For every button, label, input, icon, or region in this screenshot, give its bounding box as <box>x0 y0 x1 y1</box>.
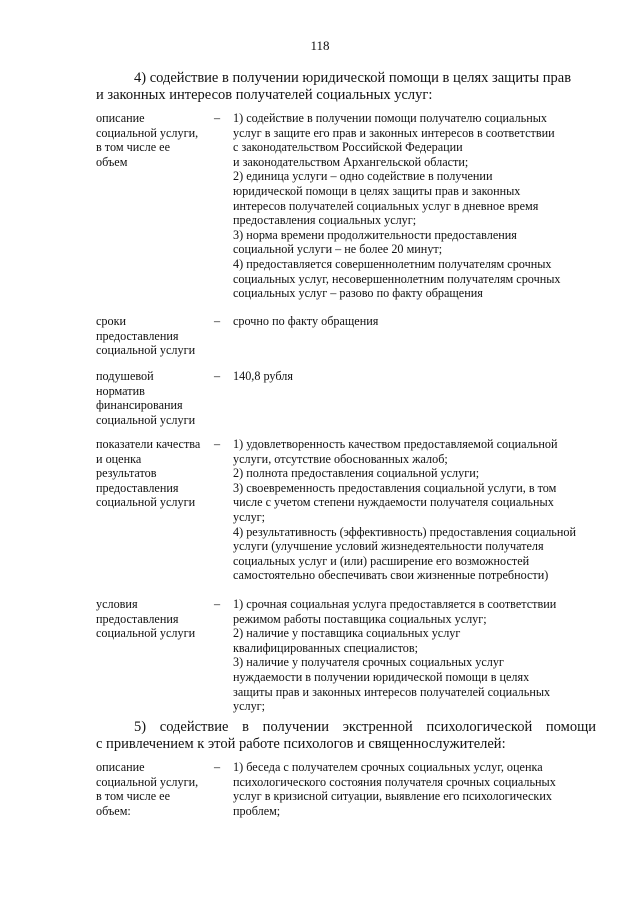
label-line: социальной услуги <box>96 343 196 358</box>
label-line: в том числе ее <box>96 789 171 804</box>
row-value <box>233 760 595 818</box>
value-line: социальных услуг и (или) расширение его возможностей <box>233 553 530 568</box>
row-label <box>96 111 214 169</box>
heading-line: 4) содействие в получении юридической помощи в целях защиты прав <box>134 70 572 86</box>
value-line: социальной услуги – не более 20 минут; <box>233 242 443 257</box>
value-line: услуг; <box>233 699 266 714</box>
label-line: социальной услуги, <box>96 125 199 140</box>
row-dash: – <box>214 597 221 611</box>
value-line: 4) предоставляется совершеннолетним получателям срочных <box>233 256 552 271</box>
value-line: проблем; <box>233 803 281 818</box>
value-line: 1) содействие в получении помощи получателю социальных <box>233 111 548 125</box>
heading-line: с привлечением к этой работе психологов и священнослужителей: <box>96 736 506 752</box>
row-dash: – <box>214 437 221 451</box>
page-number: 118 <box>310 38 330 53</box>
label-line: норматив <box>96 383 145 398</box>
value-line: и законодательством Архангельской области; <box>233 154 469 169</box>
value-line: самостоятельно обеспечивать свои жизненные потребности) <box>233 568 549 583</box>
label-line: объем: <box>96 803 131 818</box>
label-line: предоставления <box>96 611 179 626</box>
label-line: результатов <box>96 466 157 481</box>
label-line: социальной услуги <box>96 495 196 510</box>
value-line: квалифицированных специалистов; <box>233 640 418 655</box>
value-line: услуг; <box>233 509 266 524</box>
label-line: социальной услуги, <box>96 774 199 789</box>
row-dash: – <box>214 314 221 328</box>
section-5-heading <box>96 719 596 753</box>
value-line: 2) наличие у поставщика социальных услуг <box>233 626 461 641</box>
value-line: 4) результативность (эффективность) предоставления социальной <box>233 524 576 539</box>
row-label <box>96 597 214 641</box>
label-line: предоставления <box>96 480 179 495</box>
value-line: социальных услуг, несовершеннолетним получателям срочных <box>233 271 561 286</box>
row-value <box>233 437 595 583</box>
value-line: 2) полнота предоставления социальной услуги; <box>233 466 480 481</box>
value-line: срочно по факту обращения <box>233 314 379 328</box>
value-line: интересов получателей социальных услуг в дневное время <box>233 198 539 213</box>
row-label <box>96 314 214 358</box>
value-line: режимом работы поставщика социальных услуг; <box>233 611 487 626</box>
row-dash: – <box>214 111 221 125</box>
value-line: 140,8 рубля <box>233 369 293 383</box>
heading-line: 5) содействие в получении экстренной психологической помощи <box>134 719 596 735</box>
value-line: 1) беседа с получателем срочных социальных услуг, оценка <box>233 760 543 774</box>
label-line: в том числе ее <box>96 140 171 155</box>
row-dash: – <box>214 760 221 774</box>
label-line: подушевой <box>96 369 154 383</box>
value-line: 3) своевременность предоставления социальной услуги, в том <box>233 480 557 495</box>
row-dash: – <box>214 369 221 383</box>
value-line: 2) единица услуги – одно содействие в получении <box>233 169 493 184</box>
row-value <box>233 597 595 714</box>
label-line: социальной услуги <box>96 626 196 641</box>
value-line: нуждаемости в получении юридической помощи в целях <box>233 669 530 684</box>
value-line: социальных услуг – разово по факту обращения <box>233 286 483 301</box>
label-line: описание <box>96 111 145 125</box>
value-line: психологического состояния получателя срочных социальных <box>233 774 556 789</box>
value-line: услуги, отсутствие обоснованных жалоб; <box>233 451 448 466</box>
row-value <box>233 111 595 301</box>
label-line: финансирования <box>96 398 183 413</box>
label-line: описание <box>96 760 145 774</box>
heading-line: и законных интересов получателей социальных услуг: <box>96 87 433 103</box>
value-line: числе с учетом степени нуждаемости получателя социальных <box>233 495 554 510</box>
section-4-heading <box>96 70 596 104</box>
label-line: предоставления <box>96 328 179 343</box>
label-line: социальной услуги <box>96 412 196 427</box>
value-line: предоставления социальных услуг; <box>233 213 417 228</box>
value-line: услуги (улучшение условий жизнедеятельности получателя <box>233 539 544 554</box>
value-line: 1) удовлетворенность качеством предоставляемой социальной <box>233 437 558 451</box>
row-value <box>233 369 595 384</box>
value-line: с законодательством Российской Федерации <box>233 140 463 155</box>
label-line: и оценка <box>96 451 142 466</box>
value-line: услуг в кризисной ситуации, выявление его психологических <box>233 789 552 804</box>
row-label <box>96 760 214 818</box>
row-value <box>233 314 595 329</box>
label-line: условия <box>96 597 138 611</box>
row-label <box>96 437 214 510</box>
label-line: показатели качества <box>96 437 201 451</box>
label-line: сроки <box>96 314 127 328</box>
value-line: защиты прав и законных интересов получателей социальных <box>233 684 551 699</box>
value-line: 3) наличие у получателя срочных социальных услуг <box>233 655 504 670</box>
row-label <box>96 369 214 427</box>
label-line: объем <box>96 154 128 169</box>
value-line: услуг в защите его прав и законных интересов в соответствии <box>233 125 555 140</box>
value-line: юридической помощи в целях защиты прав и законных <box>233 183 521 198</box>
value-line: 3) норма времени продолжительности предоставления <box>233 227 517 242</box>
value-line: 1) срочная социальная услуга предоставляется в соответствии <box>233 597 557 611</box>
